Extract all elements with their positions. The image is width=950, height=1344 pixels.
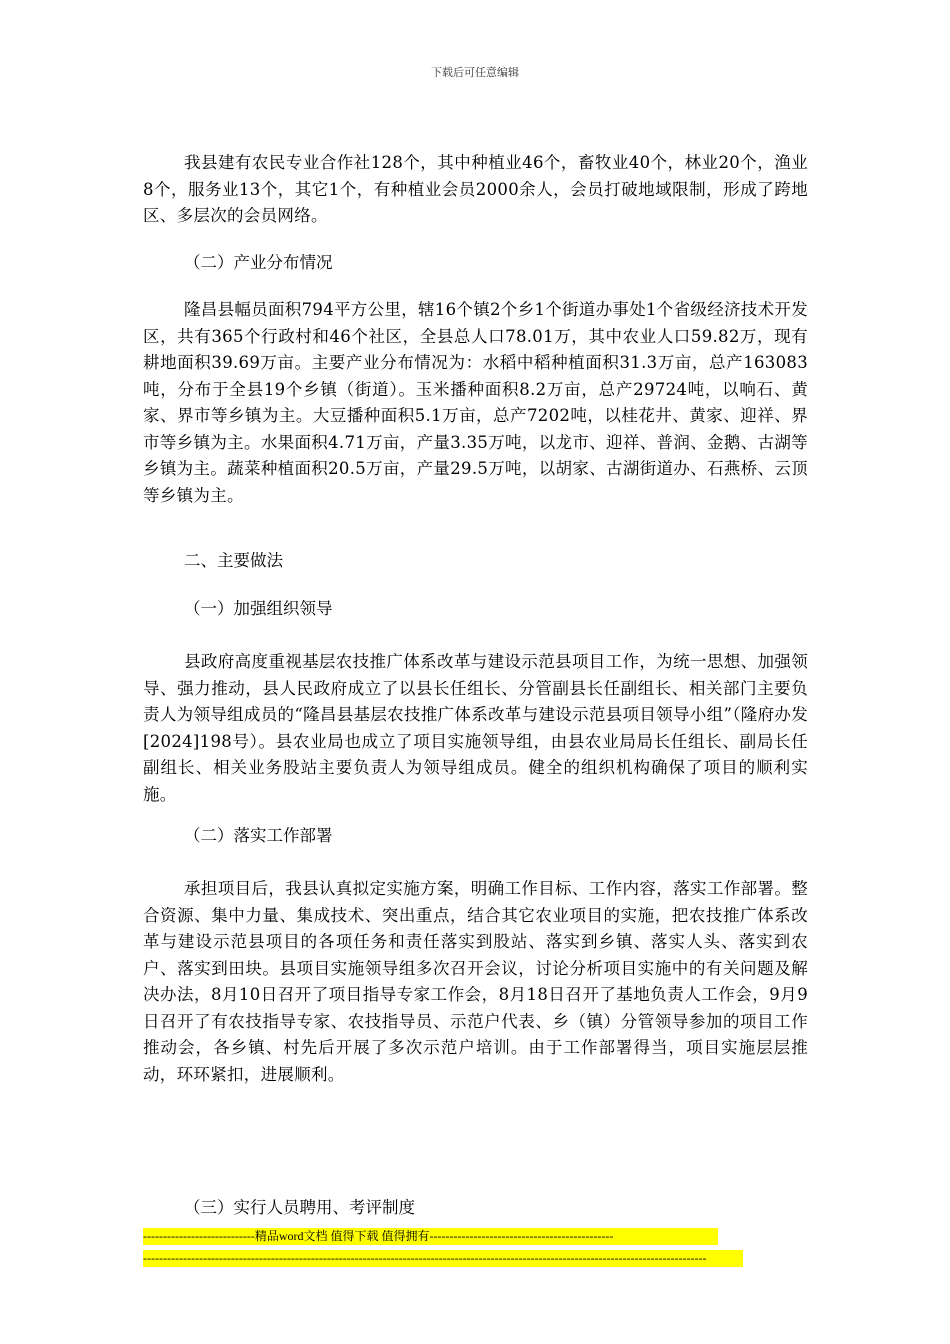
- heading-industry-distribution: （二）产业分布情况: [184, 253, 333, 272]
- paragraph-industry-distribution: 隆昌县幅员面积794平方公里，辖16个镇2个乡1个街道办事处1个省级经济技术开发区，共有365个行政村和46个社区，全县总人口78.01万，其中农业人口59.82万，现有耕地面积39.69万亩。主要产业分布情况为：水稻中稻种植面积31.3万亩，总产163083吨，分布于全县19个乡镇（街道）。玉米播种面积8.2万亩，总产29724吨，以响石、黄家、界市等乡镇为主。大豆播种面积5.1万亩，总产7202吨，以桂花井、黄家、迎祥、界市等乡镇为主。水果面积4.71万亩，产量3.35万吨，以龙市、迎祥、普润、金鹅、古湖等乡镇为主。蔬菜种植面积20.5万亩，产量29.5万吨，以胡家、古湖街道办、石燕桥、云顶等乡镇为主。: [143, 300, 808, 505]
- heading-implement-deployment: （二）落实工作部署: [184, 826, 333, 845]
- heading-staff-evaluation: （三）实行人员聘用、考评制度: [184, 1198, 415, 1217]
- page-header: 下载后可任意编辑: [431, 66, 519, 79]
- paragraph-cooperatives: 我县建有农民专业合作社128个，其中种植业46个，畜牧业40个，林业20个，渔业8个，服务业13个，其它1个，有种植业会员2000余人，会员打破地域限制，形成了跨地区、多层次的会员网络。: [143, 153, 808, 225]
- footer-line-2: ---------------------------------------------------------------------------------------------------------------------------------------------: [143, 1250, 743, 1267]
- paragraph-strengthen-leadership: 县政府高度重视基层农技推广体系改革与建设示范县项目工作，为统一思想、加强领导、强力推动，县人民政府成立了以县长任组长、分管副县长任副组长、相关部门主要负责人为领导组成员的“隆昌县基层农技推广体系改革与建设示范县项目领导小组”（隆府办发[2024]198号）。县农业局也成立了项目实施领导组，由县农业局局长任组长、副局长任副组长、相关业务股站主要负责人为领导组成员。健全的组织机构确保了项目的顺利实施。: [143, 652, 808, 804]
- paragraph-implement-deployment: 承担项目后，我县认真拟定实施方案，明确工作目标、工作内容，落实工作部署。整合资源、集中力量、集成技术、突出重点，结合其它农业项目的实施，把农技推广体系改革与建设示范县项目的各项任务和责任落实到股站、落实到乡镇、落实人头、落实到农户、落实到田块。县项目实施领导组多次召开会议，讨论分析项目实施中的有关问题及解决办法，8月10日召开了项目指导专家工作会，8月18日召开了基地负责人工作会，9月9日召开了有农技指导专家、农技指导员、示范户代表、乡（镇）分管领导参加的项目工作推动会，各乡镇、村先后开展了多次示范户培训。由于工作部署得当，项目实施层层推动，环环紧扣，进展顺利。: [143, 879, 808, 1084]
- footer-line-1: ----------------------------精品word文档 值得下载 值得拥有----------------------------------------------: [143, 1228, 718, 1245]
- heading-strengthen-leadership: （一）加强组织领导: [184, 599, 333, 618]
- footer-banner: [143, 1228, 743, 1267]
- heading-main-practices: 二、主要做法: [184, 551, 283, 570]
